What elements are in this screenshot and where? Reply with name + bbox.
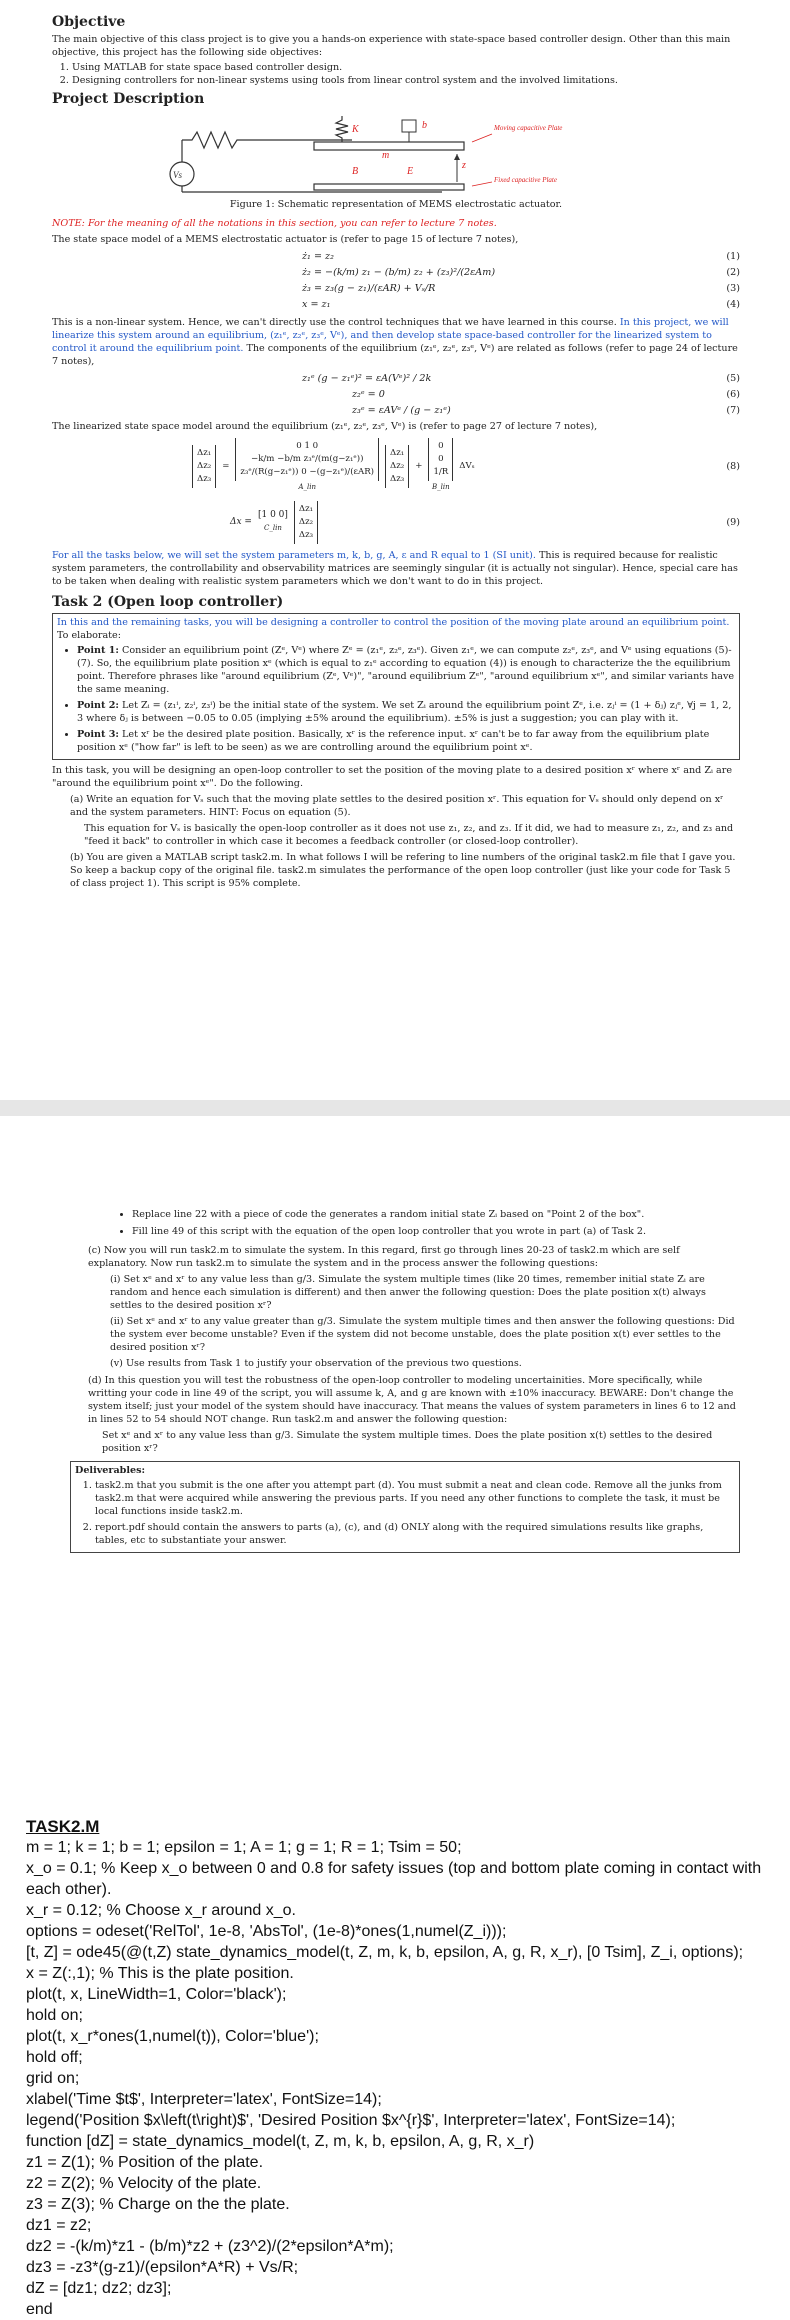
part-a: (a) Write an equation for Vₛ such that the moving plate settles to the desired position xʳ. This equation for Vₛ should only depend on xʳ and the system parameters. HINT: Focus on equation (5).: [70, 794, 724, 818]
code-line: m = 1; k = 1; b = 1; epsilon = 1; A = 1; g = 1; R = 1; Tsim = 50;: [26, 1839, 462, 1856]
code-line: grid on;: [26, 2070, 80, 2087]
task-intro: In this task, you will be designing an open-loop controller to set the position of the moving plate to a desired position xʳ where xʳ and Zᵢ are "around the equilibrium point xᵉ". Do the following.: [52, 765, 732, 789]
code-line: end: [26, 2301, 53, 2318]
code-line: dz2 = -(k/m)*z1 - (b/m)*z2 + (z3^2)/(2*epsilon*A*m);: [26, 2238, 394, 2255]
objective-item: 2. Designing controllers for non-linear systems using tools from linear control system and the involved limitations.: [72, 74, 740, 87]
code-line: function [dZ] = state_dynamics_model(t, Z, m, k, b, epsilon, A, g, R, x_r): [26, 2133, 535, 2150]
deliverables-list: [75, 1479, 735, 1547]
label-b: b: [422, 120, 427, 131]
label-moving-plate: Moving capacitive Plate: [494, 124, 563, 132]
code-line: legend('Position $x\left(t\right)$', 'Desired Position $x^{r}$', Interpreter='latex', FontSize=14);: [26, 2112, 676, 2129]
objective-heading: Objective: [52, 14, 126, 30]
code-line: [t, Z] = ode45(@(t,Z) state_dynamics_model(t, Z, m, k, b, epsilon, A, g, R, x_r), [0 Tsim], Z_i, options);: [26, 1944, 744, 1961]
code-line: dz3 = -z3*(g-z1)/(epsilon*A*R) + Vs/R;: [26, 2259, 299, 2276]
part-d-question: Set xᵉ and xʳ to any value less than g/3. Simulate the system multiple times. Does the plate position x(t) settles to the desired position xʳ?: [102, 1430, 713, 1454]
code-line: hold off;: [26, 2049, 83, 2066]
part-d: (d) In this question you will test the robustness of the open-loop controller to modeling uncertainities. More specifically, while writting your code in line 49 of the script, you will assume k, A, and g are known with ±10% inaccuracy. BEWARE: Don't change the system itself; just your model of the system should have inaccuracy. That means the values of system parameters in lines 6 to 12 and in lines 52 to 54 should NOT change. Run task2.m and answer the following question:: [88, 1375, 736, 1425]
label-c-lin: C_lin: [264, 524, 282, 532]
mems-schematic-drawing: [52, 112, 740, 196]
code-line: dz1 = z2;: [26, 2217, 92, 2234]
point-item: • Point 3: Let xʳ be the desired plate position. Basically, xʳ is the reference input. xʳ can't be to far away from the equilibrium plate position xᵉ ("how far" is left to be seen) as we are controlling around the equilibrium point xᵉ.: [77, 728, 735, 754]
code-line: z3 = Z(3); % Charge on the the plate.: [26, 2196, 290, 2213]
dz-dot-vector: Δz₁ Δz₂ Δz₃: [192, 445, 216, 488]
equation-row: x = z₁ (4): [302, 298, 740, 310]
point-item: • Point 2: Let Zᵢ = (z₁ⁱ, z₂ⁱ, z₃ⁱ) be the initial state of the system. We set Zᵢ around the equilibrium point Zᵉ, i.e. zⱼⁱ = (1 + δⱼ) zⱼᵉ, ∀j = 1, 2, 3 where δⱼ is between −0.05 to 0.05 (implying ±5% around the equilibrium). ±5% is just a suggestion; you can play with it.: [77, 699, 735, 725]
label-z: z: [462, 160, 466, 171]
code-line: hold on;: [26, 2007, 83, 2024]
equation-row: ż₁ = z₂ (1): [302, 250, 740, 262]
output-equation-9: Δx = [1 0 0] C_lin Δz₁ Δz₂ Δz₃ (9): [52, 497, 740, 547]
part-a-explanation: This equation for Vₛ is basically the open-loop controller as it does not use z₁, z₂, and z₃. If it did, we had to measure z₁, z₂, and z₃ and "feed it back" to controller in which case it becomes a feedback controller (or closed-loop controller).: [84, 823, 734, 847]
matrix-a-lin: 0 1 0 −k/m −b/m z₃ᵉ/(m(g−z₁ᵉ)) z₃ᵉ/(R(g−z₁ᵉ)) 0 −(g−z₁ᵉ)/(εAR): [235, 438, 379, 481]
box-intro: In this and the remaining tasks, you will be designing a controller to control the position of the moving plate around an equilibrium point. To elaborate:: [57, 617, 730, 641]
part-c-v: (v) Use results from Task 1 to justify your observation of the previous two questions.: [110, 1358, 522, 1369]
deliverable-item: 2. report.pdf should contain the answers to parts (a), (c), and (d) ONLY along with the required simulations results like graphs, tables, etc to substantiate your answer.: [95, 1521, 735, 1547]
code-line: x_o = 0.1; % Keep x_o between 0 and 0.8 for safety issues (top and bottom plate coming in contact with each other).: [26, 1860, 766, 1898]
points-list: [57, 644, 735, 754]
document-page-2: [0, 1116, 790, 2318]
code-line: x = Z(:,1); % This is the plate position.: [26, 1965, 294, 1982]
deliverable-item: 1. task2.m that you submit is the one after you attempt part (d). You must submit a neat and clean code. Remove all the junks from task2.m that were acquired while answering the previous parts. If you need any other functions to complete the task, it must be local functions inside task2.m.: [95, 1479, 735, 1518]
objective-item: 1. Using MATLAB for state space based controller design.: [72, 61, 740, 74]
equilibrium-equations: [52, 370, 740, 418]
equation-row: z₂ᵉ = 0 (6): [352, 388, 740, 400]
equation-row: ż₂ = −(k/m) z₁ − (b/m) z₂ + (z₃)²/(2εAm) (2): [302, 266, 740, 278]
code-title: TASK2.M: [26, 1817, 100, 1836]
label-m: m: [382, 150, 390, 161]
part-c-i: (i) Set xᵉ and xʳ to any value less than g/3. Simulate the system multiple times (like 20 times, remember initial state Zᵢ are random and hence each simulation is different) and then anwer the following question: Does the plate position x(t) always settles to the desired position xʳ?: [110, 1274, 706, 1311]
part-c: (c) Now you will run task2.m to simulate the system. In this regard, first go through lines 20-23 of task2.m which are self explanatory. Now run task2.m to simulate the system and in the process answer the following questions:: [88, 1245, 680, 1269]
bullet-item: • Replace line 22 with a piece of code the generates a random initial state Zᵢ based on "Point 2 of the box".: [132, 1208, 740, 1221]
label-b-lin: B_lin: [432, 483, 450, 491]
equation-row: z₃ᵉ = εAVᵉ / (g − z₁ᵉ) (7): [352, 404, 740, 416]
code-line: plot(t, x_r*ones(1,numel(t)), Color='blue');: [26, 2028, 319, 2045]
task2-heading: Task 2 (Open loop controller): [52, 594, 284, 610]
deliverables-box: [70, 1461, 740, 1553]
note-text: NOTE: For the meaning of all the notations in this section, you can refer to lecture 7 notes.: [52, 218, 497, 229]
bullet-item: • Fill line 49 of this script with the equation of the open loop controller that you wrote in part (a) of Task 2.: [132, 1225, 740, 1238]
label-B: B: [352, 166, 359, 177]
label-fixed-plate: Fixed capacitive Plate: [494, 176, 557, 184]
code-line: xlabel('Time $t$', Interpreter='latex', FontSize=14);: [26, 2091, 382, 2108]
code-line: dZ = [dz1; dz2; dz3];: [26, 2280, 172, 2297]
matrix-b-lin: 0 0 1/R: [428, 438, 453, 481]
code-line: x_r = 0.12; % Choose x_r around x_o.: [26, 1902, 296, 1919]
figure-caption: Figure 1: Schematic representation of MEMS electrostatic actuator.: [229, 199, 563, 210]
delta-vs: ΔVₛ: [459, 460, 475, 471]
objective-list: [52, 61, 740, 87]
dz-vector: Δz₁ Δz₂ Δz₃: [294, 501, 318, 544]
task2-info-box: [52, 613, 740, 760]
mems-schematic-figure: [52, 112, 740, 196]
matrix-c-lin: [1 0 0]: [257, 510, 288, 520]
code-line: z1 = Z(1); % Position of the plate.: [26, 2154, 264, 2171]
label-vs: Vs: [173, 170, 182, 180]
label-a-lin: A_lin: [298, 483, 316, 491]
dz-vector: Δz₁ Δz₂ Δz₃: [385, 445, 409, 488]
linearized-intro: The linearized state space model around the equilibrium (z₁ᵉ, z₂ᵉ, z₃ᵉ, Vᵉ) is (refer to page 27 of lecture 7 notes),: [52, 421, 598, 432]
equation-row: ż₃ = z₃(g − z₁)/(εAR) + Vₛ/R (3): [302, 282, 740, 294]
point-item: • Point 1: Consider an equilibrium point (Zᵉ, Vᵉ) where Zᵉ = (z₁ᵉ, z₂ᵉ, z₃ᵉ). Given z₁ᵉ, we can compute z₂ᵉ, z₃ᵉ, and Vᵉ using equations (5)-(7). So, the equilibrium plate position xᵉ (which is equal to z₁ᵉ according to equation (4)) is enough to characterize the the equilibrium point. Therefore phrases like "around equilibrium (Zᵉ, Vᵉ)", "around equilibrium Zᵉ", "around equilibrium xᵉ", and similar variants have the same meaning.: [77, 644, 735, 696]
code-line: plot(t, x, LineWidth=1, Color='black');: [26, 1986, 287, 2003]
equation-row: z₁ᵉ (g − z₁ᵉ)² = εA(Vᵉ)² / 2k (5): [302, 372, 740, 384]
page-separator: [0, 1100, 790, 1116]
label-k: K: [352, 124, 359, 135]
part-c-ii: (ii) Set xᵉ and xʳ to any value greater than g/3. Simulate the system multiple times and then answer the following questions: Did the system ever become unstable? Even if the system did not become unstable, does the plate position x(t) ever settles to the desired position xʳ?: [110, 1316, 735, 1353]
objective-text: The main objective of this class project is to give you a hands-on experience with state-space based controller design. Other than this main objective, this project has the following side objectives:: [52, 34, 731, 58]
state-equations: [52, 248, 740, 312]
task2m-bullets: [70, 1208, 740, 1238]
project-description-heading: Project Description: [52, 91, 205, 107]
code-line: z2 = Z(2); % Velocity of the plate.: [26, 2175, 262, 2192]
document-page-1: [0, 0, 790, 1100]
deliverables-heading: Deliverables:: [75, 1465, 146, 1476]
parameters-paragraph: For all the tasks below, we will set the system parameters m, k, b, g, A, ε and R equal to 1 (SI unit). This is required because for realistic system parameters, the controllability and observability matrices are seemingly singular (it is actually not singular). Hence, special care has to be taken when dealing with realistic system parameters which we don't want to do in this project.: [52, 550, 738, 587]
nonlinear-paragraph: This is a non-linear system. Hence, we can't directly use the control techniques that we have learned in this course. In this project, we will linearize this system around an equilibrium, (z₁ᵉ, z₂ᵉ, z₃ᵉ, Vᵉ), and then develop state space-based controller for the linearized system to control it around the equilibrium point. The components of the equilibrium (z₁ᵉ, z₂ᵉ, z₃ᵉ, Vᵉ) are related as follows (refer to page 24 of lecture 7 notes),: [52, 317, 738, 367]
matlab-code-block: [26, 1816, 766, 2320]
state-space-intro: The state space model of a MEMS electrostatic actuator is (refer to page 15 of lecture 7 notes),: [52, 234, 519, 245]
part-b: (b) You are given a MATLAB script task2.m. In what follows I will be refering to line numbers of the original task2.m file that I gave you. So keep a backup copy of the original file. task2.m simulates the performance of the open loop controller (just like your code for Task 5 of class project 1). This script is 95% complete.: [70, 852, 736, 889]
label-E: E: [407, 166, 414, 177]
code-line: options = odeset('RelTol', 1e-8, 'AbsTol', (1e-8)*ones(1,numel(Z_i)));: [26, 1923, 507, 1940]
linearized-equation-8: Δz₁ Δz₂ Δz₃ = 0 1 0 −k/m −b/m z₃ᵉ/(m(g−z₁ᵉ)) z₃ᵉ/(R(g−z₁ᵉ)) 0 −(g−z₁ᵉ)/(εAR) A_lin Δz₁ Δz₂ Δz₃ + 0 0 1/R B_lin ΔVₛ (8): [52, 437, 740, 495]
